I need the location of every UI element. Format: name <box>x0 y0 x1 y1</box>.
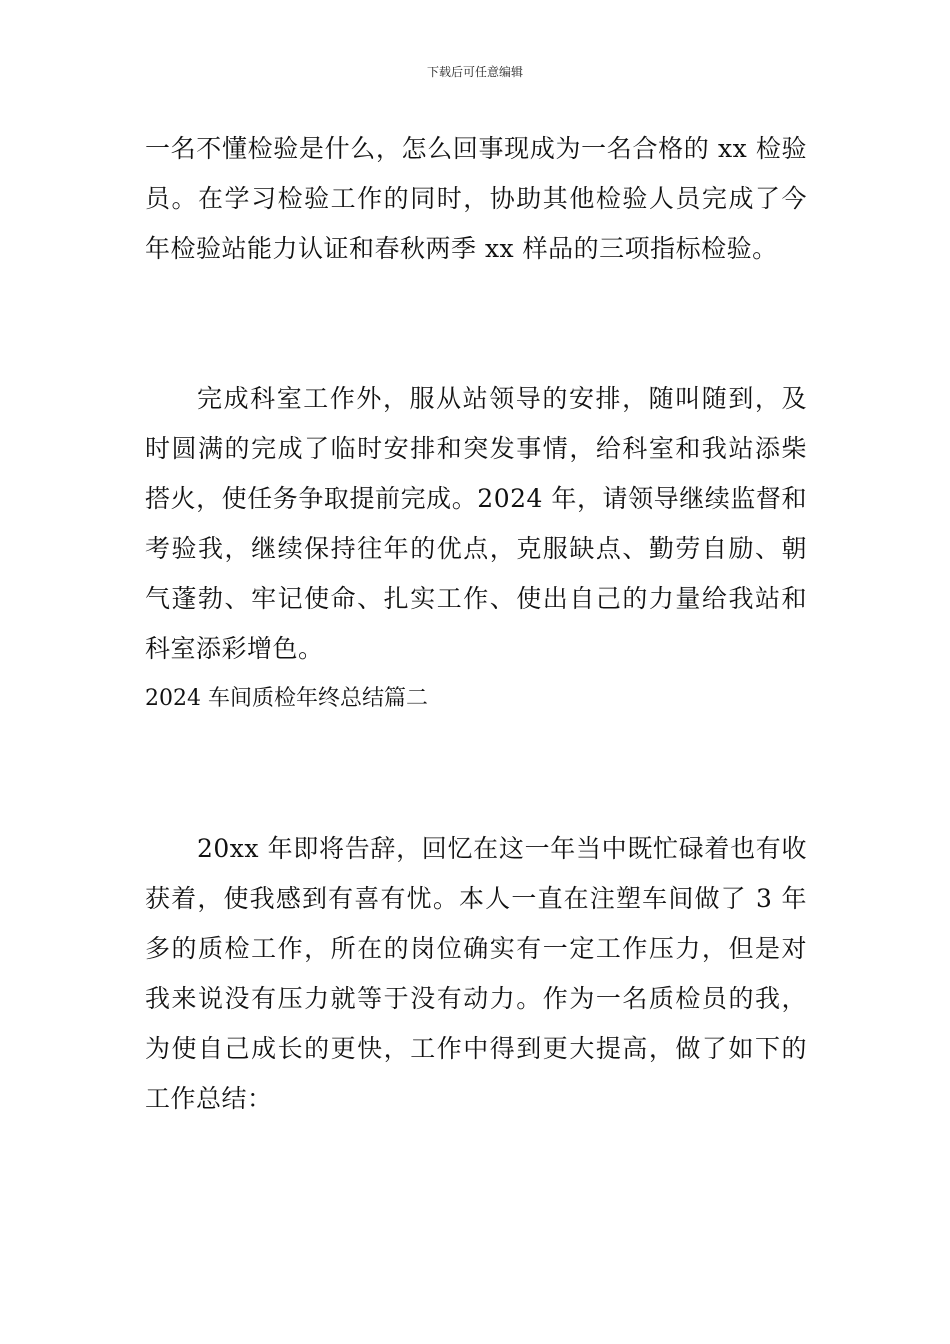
paragraph-duties: 完成科室工作外，服从站领导的安排，随叫随到，及时圆满的完成了临时安排和突发事情，给科室和我站添柴搭火，使任务争取提前完成。2024 年，请领导继续监督和考验我，继续保持往年的优点，克服缺点、勤劳自励、朝气蓬勃、牢记使命、扎实工作、使出自己的力量给我站和科室添彩增色。 <box>145 384 807 663</box>
paragraph-continuation: 一名不懂检验是什么，怎么回事现成为一名合格的 xx 检验员。在学习检验工作的同时，协助其他检验人员完成了今年检验站能力认证和春秋两季 xx 样品的三项指标检验。 <box>145 134 807 263</box>
paragraph-intro: 20xx 年即将告辞，回忆在这一年当中既忙碌着也有收获着，使我感到有喜有忧。本人一直在注塑车间做了 3 年多的质检工作，所在的岗位确实有一定工作压力，但是对我来说没有压力就等于没有动力。作为一名质检员的我，为使自己成长的更快，工作中得到更大提高，做了如下的工作总结： <box>145 834 807 1113</box>
section-title: 2024 车间质检年终总结篇二 <box>145 686 428 711</box>
document-body <box>145 124 807 1124</box>
page-header: 下载后可任意编辑 <box>426 65 523 79</box>
